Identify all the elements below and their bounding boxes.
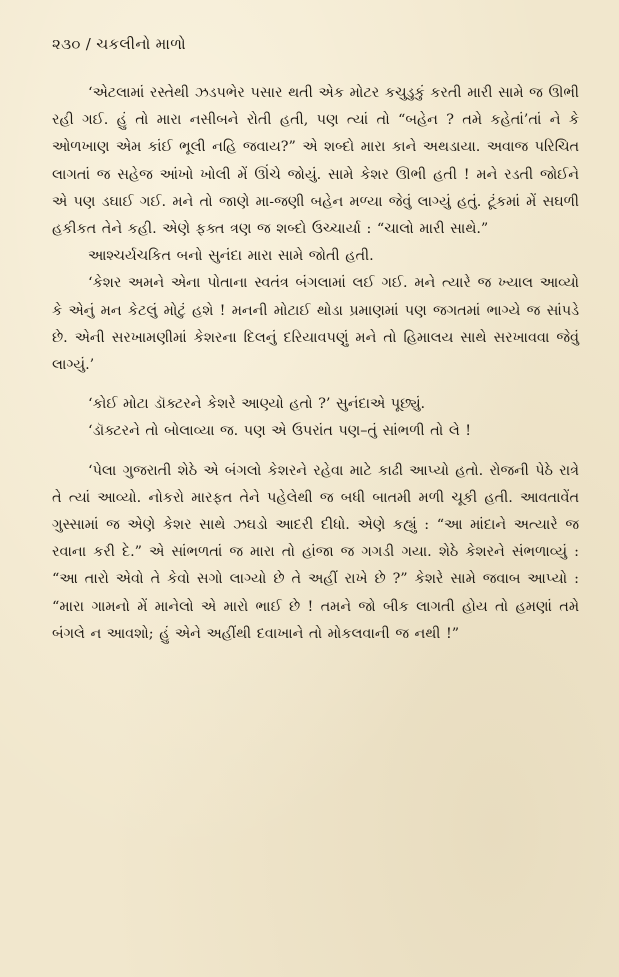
running-head: ૨૩૦ / ચકલીનો માળો: [52, 35, 186, 53]
paragraph-doctor-answer: ‘ડૉક્ટરને તો બોલાવ્યા જ. પણ એ ઉપરાંત પણ–તું સાંભળી તો લે !: [88, 423, 472, 440]
paragraph-gap: [52, 379, 579, 391]
paragraph-doctor-question: ‘કોઈ મોટા ડૉક્ટરને કેશરે આણ્યો હતો ?’ સુનંદાએ પૂછ્યું.: [88, 396, 426, 413]
paragraph-gujarati-sheth: ‘પેલા ગુજરાતી શેઠે એ બંગલો કેશરને રહેવા માટે કાઢી આપ્યો હતો. રોજની પેઠે રાત્રે તે ત્યાં આવ્યો. નોકરો મારફત તેને પહેલેથી જ બધી બાતમી મળી ચૂકી હતી. આવતાવેંત ગુસ્સામાં જ એણે કેશર સાથે ઝઘડો આદરી દીધો. એણે કહ્યું : “આ માંદાને અત્યારે જ રવાના કરી દે.” એ સાંભળતાં જ મારા તો હાંજા જ ગગડી ગયા. શેઠે કેશરને સંભળાવ્યું : “આ તારો એવો તે કેવો સગો લાગ્યો છે તે અહીં રાખે છે ?” કેશરે સામે જવાબ આપ્યો : “મારા ગામનો મેં માનેલો એ મારો ભાઈ છે ! તમને જો બીક લાગતી હોય તો હમણાં તમે બંગલે ન આવશો; હું એને અહીંથી દવાખાને તો મોકલવાની જ નથી !”: [52, 462, 579, 642]
paragraph-motor-car: ‘એટલામાં રસ્તેથી ઝડપભેર પસાર થતી એક મોટર કચુડુકું કરતી મારી સામે જ ઊભી રહી ગઈ. હું તો મારા નસીબને રોતી હતી, પણ ત્યાં તો “બહેન ? તમે કહેતાં’તાં ને કે ઓળખાણ એમ કાંઈ ભૂલી નહિ જવાય?” એ શબ્દો મારા કાને અથડાયા. અવાજ પરિચિત લાગતાં જ સહેજ આંખો ખોલી મેં ઊંચે જોયું. સામે કેશર ઊભી હતી ! મને રડતી જોઈને એ પણ ડઘાઈ ગઈ. મને તો જાણે મા-જણી બહેન મળ્યા જેવું લાગ્યું હતું. ટૂંકમાં મેં સઘળી હકીકત તેને કહી. એણે ફક્ત ત્રણ જ શબ્દો ઉચ્ચાર્યા : “ચાલો મારી સાથે.”: [52, 85, 579, 238]
paragraph-sunanda-astonished: આશ્ચર્યચકિત બનો સુનંદા મારા સામે જોતી હતી.: [88, 248, 374, 265]
paragraph-gap: [52, 446, 579, 458]
paragraph-keshar-bungalow: ‘કેશર અમને એના પોતાના સ્વતંત્ર બંગલામાં લઈ ગઈ. મને ત્યારે જ ખ્યાલ આવ્યો કે એનું મન કેટલું મોટું હશે ! મનની મોટાઈ થોડા પ્રમાણમાં પણ જગતમાં ભાગ્યે જ સાંપડે છે. એની સરખામણીમાં કેશરના દિલનું દરિયાવપણું મને તો હિમાલય સાથે સરખાવવા જેવું લાગ્યું.’: [52, 275, 579, 374]
